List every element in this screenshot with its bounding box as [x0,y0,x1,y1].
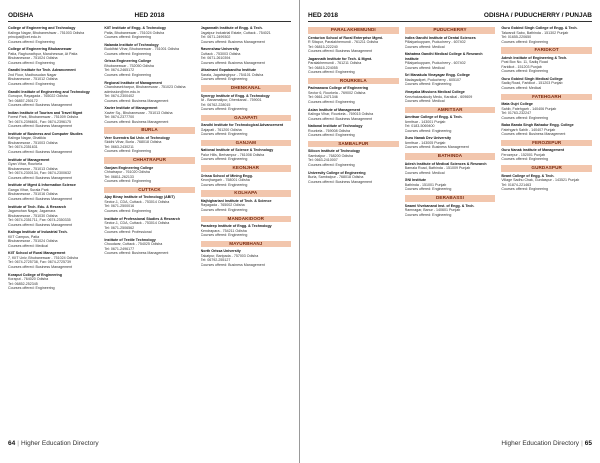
section-heading: GAJAPATI [201,115,291,122]
directory-entry [405,73,496,87]
entry-detail-line: Courses offered: Business Management [104,119,169,124]
entry-detail-line: Sahib, Fatehgarh - 140406 Punjab [501,106,557,111]
entry-detail-line: Courses offered: Business Management [8,264,73,269]
directory-entry [501,56,592,74]
directory-entry [308,124,399,138]
entry-detail-line: Tel: 0671-2500016 [104,204,135,209]
entry-detail-line: Tel: 0674-2465172 [104,68,135,73]
institution-name: Gandhi Institute for Tech. Advancement [8,68,76,73]
institution-name: Baba Banda Singh Bahadur Engg. College [501,123,574,128]
entry-detail-line: Courses offered: Business Management [308,179,373,184]
section-heading: DHENKANAL [201,85,291,92]
directory-entry [405,162,496,176]
directory-entry [201,94,291,112]
directory-entry [104,81,194,104]
listing-column [104,26,194,431]
entry-detail-line: Courses offered: Engineering [200,157,248,162]
institution-name: National Institute of Technology [308,124,363,129]
institution-name: Ganjam Engineering College [104,165,154,170]
directory-entry [308,171,399,185]
entry-detail-line: Tel: 0674-2377700 [104,115,135,120]
entry-detail-line: Courses offered: Medical [501,85,542,90]
entry-detail-line: Tel: 0671-2499302 [200,35,231,39]
directory-entry [8,205,98,228]
entry-detail-line: Sector-1, CDA, Cuttack - 753014 Odisha [104,199,170,204]
entry-detail-line: Buddhist Vihar, Bhubaneswar - 751001 Odisha [104,47,179,52]
page-number: 65 [584,440,592,447]
entry-detail-line: Courses offered: Engineering [104,51,152,56]
entry-detail-line: Courses offered: Engineering [104,179,152,184]
institution-name: Orissa Engineering College [104,59,152,64]
section-heading: PUDUCHERRY [405,27,496,34]
entry-detail-line: Fatehgarh Sahib - 140407 Punjab [501,127,556,132]
institution-name: Gandhi Institute for Technological Advancement [200,123,284,128]
directory-entry [405,136,496,150]
entry-detail-line: Chandrasekharpur, Bhubaneswar - 751023 Odisha [104,85,186,90]
entry-detail-line: Jagatpur Industrial Estate, Cuttack - 754021 [200,30,271,35]
page-header [8,12,291,22]
entry-detail-line: Amritsar - 143001 Punjab [404,119,446,124]
entry-detail-line: Courses offered: Business Management [8,124,73,129]
institution-name: Guru Gobind Singh Medical College [501,76,563,81]
institution-name: Centurion School of Rural Enterprise Mgmt. [308,35,383,40]
entry-detail-line: Tel: 06792-255127 [200,258,231,263]
section-heading: SAMBALPUR [308,141,399,148]
directory-entry [201,174,291,188]
institution-name: North Orissa University [200,249,241,254]
entry-detail-line: Courses offered: Business Management [8,196,73,201]
entry-detail-line: Bathinda - 151001 Punjab [404,182,447,187]
entry-detail-line: Courses offered: Engineering [8,60,55,65]
institution-name: Regional Institute of Management [104,80,162,85]
entry-detail-line: Cuttack - 753003 Odisha [200,51,241,56]
entry-detail-line: Courses offered: Business Management [8,149,73,154]
institution-name: University College of Engineering [308,170,366,175]
entry-detail-line: Tel: 0674-2396601, Fax: 0674-2396175 [8,119,71,124]
entry-detail-line: At - Banamalipur, Dhenkanal - 759001 [200,98,262,103]
institution-name: Koraput College of Engineering [8,272,62,277]
directory-entry [405,204,496,218]
institution-name: Asian Institute of Management [308,107,361,112]
entry-detail-line: Bhubaneswar - 751024 Odisha [8,239,58,244]
entry-detail-line: Pillaiyarkuppam, Puducherry - 607402 [404,61,466,66]
section-heading: BATHINDA [405,153,496,160]
institution-name: Mata Gujri College [501,102,533,107]
institution-name: Adesh Institute of Medical Sciences & Research [404,161,487,166]
entry-detail-line: Courses offered: Medical [8,243,48,248]
directory-entry [501,102,592,120]
entry-detail-line: Courses offered: Engineering [104,208,152,213]
entry-detail-line: Courses offered: Engineering [104,149,152,154]
directory-entry [201,224,291,238]
institution-name: College of Engineering and Technology [8,26,76,30]
entry-detail-line: Courses offered: Business Management [200,39,265,44]
entry-detail-line: Courses offered: Engineering [501,187,549,192]
header-edition: HED 2018 [308,12,338,19]
entry-detail-line: Gyan Vihar, Rourkela [8,162,43,167]
institution-name: Beant College of Engg. & Tech. [501,173,555,178]
entry-detail-line: Tel: 0674-2725738, Fax: 0674-2725739 [8,260,71,265]
entry-detail-line: Courses offered: Engineering [200,107,248,112]
entry-detail-line: Courses offered: Business Management [308,49,373,53]
entry-detail-line: Tel: 0661-2471346 [308,95,338,100]
section-heading: ROURKELA [308,78,399,85]
institution-name: Ajay Binay Institute of Technology (ABIT) [104,195,175,200]
entry-detail-line: admission@rim.edu.in [104,89,140,94]
footer-title: Higher Education Directory [20,440,99,447]
entry-detail-line: Amritsar - 143005 Punjab [404,140,446,145]
institution-name: Guru Gobind Singh College of Engg. & Tech. [501,26,578,30]
entry-detail-line: Kendrapara - 754211 Odisha [200,228,247,233]
section-heading: FEROZEPUR [501,140,592,147]
entry-detail-line: Bhubaneswar - 751016 Odisha [8,192,58,197]
entry-detail-line: Kalinga Nagar, Bhubaneshwar - 751003 Odisha [8,30,85,35]
entry-detail-line: Courses offered: Business Management [200,60,265,65]
institution-name: GNI Institute [404,178,427,183]
institution-name: Kalinga Institute of Industrial Tech. [8,230,68,235]
entry-detail-line: Tel: 06815-224055 [308,65,338,70]
entry-detail-line: R Sitapur, Paralakhemundi - 761211 Odisha [308,40,379,44]
directory-entry [104,26,194,40]
directory-entry [8,132,98,155]
directory-entry [8,251,98,269]
listing-column [501,26,592,431]
entry-detail-line: Courses offered: Engineering [8,81,55,86]
directory-entry [8,230,98,248]
institution-name: KIIT Institute of Engg. & Technology [104,26,166,30]
listing-columns [308,26,592,431]
entry-detail-line: Courses offered: Engineering [501,157,549,162]
directory-entry [201,26,291,44]
entry-detail-line: Takatpur, Baripada - 757003 Odisha [200,253,259,258]
institution-name: Padmanava College of Engineering [308,86,369,91]
institution-name: Institute of Tech. Edu. & Research [8,204,67,209]
directory-entry [104,238,194,256]
institution-name: Institute of Business and Computer Studies [8,131,83,136]
entry-detail-line: Tel: 06857-250172 [8,98,38,103]
header-edition: HED 2018 [134,12,165,19]
section-heading: MAYURBHANJ [201,241,291,248]
entry-detail-line: Courses offered: Engineering [200,182,248,187]
entry-detail-line: Courses offered: Engineering [308,70,355,75]
entry-detail-line: Courses offered: Engineering [200,207,248,212]
institution-name: Orissa School of Mining Engg. [200,173,253,178]
entry-detail-line: Village Sadhu Chak, Gurdaspur - 143521 Punjab [501,178,580,183]
entry-detail-line: Courses offered: Business Management [200,262,265,267]
entry-detail-line: Courses offered: Engineering [8,286,55,291]
entry-detail-line: Choudwar, Cuttack - 754025 Odisha [104,242,163,247]
entry-detail-line: Courses offered: Engineering [8,39,55,44]
entry-detail-line: Bhubaneswar - 752050 Odisha [104,63,154,68]
entry-detail-line: Courses offered: Business Management [8,103,73,108]
institution-name: Guru Nanak Dev University [404,136,452,141]
institution-name: Institute of Management [8,157,50,162]
section-heading: BURLA [104,127,194,134]
entry-detail-line: Keonjhargarh - 758001 Odisha [200,178,250,183]
entry-detail-line: Courses offered: Engineering [308,133,355,138]
institution-name: Gandhi Institute of Engineering and Technology [8,89,90,94]
institution-name: Indian Institute of Tourism and Travel Mgmt [8,110,83,115]
entry-detail-line: Tel: 0183-5069400 [404,124,435,129]
listing-column [201,26,291,431]
entry-detail-line: Courses offered: Business Management [308,116,373,121]
entry-detail-line: Siddhi Vihar, Burla - 768018 Odisha [104,140,162,145]
section-heading: MANDAKIDOOR [201,216,291,223]
listing-column [8,26,98,431]
section-heading: AMRITSAR [405,107,496,114]
entry-detail-line: Tel: 01655-220650 [501,35,532,39]
entry-detail-line: Tel: 06811-262133 [104,174,134,179]
section-heading: CHHATRAPUR [104,157,194,164]
entry-detail-line: Bhubaneswar - 751013 Odisha [8,166,58,171]
entry-detail-line: Koraput - 764020 Odisha [8,277,49,282]
entry-detail-line: Ramnagar, Banur - 140601 Punjab [404,208,461,212]
institution-name: Institute of Textile Technology [104,237,156,242]
entry-detail-line: Courses offered: Engineering [501,39,549,44]
entry-detail-line: Sadiq Road, Faridkot - 151203 Punjab [501,81,563,86]
directory-entry [8,26,98,44]
entry-detail-line: Courses offered: Engineering [104,72,152,77]
institution-name: Utkalmani Gopabandhu Institute [200,68,256,73]
entry-detail-line: Faridkot - 151203 Punjab [501,64,542,69]
directory-entry [501,174,592,192]
page-footer: 64 | Higher Education Directory [8,440,99,447]
entry-detail-line: Courses offered: Medical [404,44,445,49]
directory-entry [308,108,399,122]
entry-detail-line: Courses offered: Engineering [501,69,549,74]
directory-entry [104,217,194,235]
directory-entry [201,47,291,65]
listing-columns [8,26,291,431]
entry-detail-line: Tel: 06815-222240 [308,44,338,49]
institution-name: Nalanda Institute of Technology [104,42,159,47]
directory-entry [104,43,194,57]
listing-column [405,26,496,431]
institution-name: Synergy Institute of Engg. & Technology [200,93,270,98]
section-heading: CUTTACK [104,187,194,194]
directory-entry [405,178,496,192]
directory-entry [8,111,98,129]
entry-detail-line: Courses offered: Engineering [200,132,248,137]
entry-detail-line: Bhubaneswar - 751003 Odisha [8,140,58,145]
directory-entry [501,26,592,44]
entry-detail-line: Kalinga Vihar, Rourkela - 769015 Odisha [308,112,374,117]
page-number: 64 [8,440,16,447]
institution-name: National Institute of Science & Technology [200,148,274,153]
directory-entry [201,123,291,137]
entry-detail-line: Sambalpur - 768200 Odisha [308,153,353,158]
entry-detail-line: Courses offered: Engineering [404,187,452,192]
institution-name: Amritsar College of Engg. & Tech. [404,115,463,120]
entry-detail-line: Tel: 06852-252345 [8,281,38,286]
entry-detail-line: KIIT Campus, Patia [8,234,40,239]
entry-detail-line: Courses offered: Engineering [308,162,355,167]
header-state: ODISHA / PUDUCHERRY / PUNJAB [483,12,592,19]
directory-entry [104,106,194,124]
directory-entry [405,90,496,104]
entry-detail-line: Tel: 0674-2300134, Fax: 0674-2300632 [8,171,71,176]
institution-name: Adesh Institute of Engineering & Tech. [501,55,568,60]
entry-detail-line: Palur Hills, Berhampur - 761008 Odisha [200,152,265,157]
footer-title: Higher Education Directory [501,440,580,447]
entry-detail-line: Post Box No. 11, Sadiq Road [501,60,548,65]
directory-entry [201,68,291,82]
institution-name: Jagannath Institute for Tech. & Mgmt. [308,56,373,61]
entry-detail-line: Barnala Road, Bathinda - 151009 Punjab [404,166,471,171]
page-footer: Higher Education Directory | 65 [501,440,592,447]
institution-name: Paradeep Institute of Engg. & Technology [200,224,272,228]
entry-detail-line: Keezhakasakudy Medu, Karaikal - 609609 [404,94,473,99]
directory-entry [308,57,399,75]
entry-detail-line: Courses offered: Business Management [8,175,73,180]
entry-detail-line: Courses offered: Medical [404,170,445,175]
entry-detail-line: Courses offered: Professional [104,230,152,234]
entry-detail-line: Tel: 0674-2300402 [104,94,135,99]
entry-detail-line: Pillaiyarkuppam, Puducherry - 607402 [404,40,466,44]
institution-name: Vinayaka Missions Medical College [404,90,465,95]
entry-detail-line: Gunupur, Rayagada - 765022 Odisha [8,94,68,99]
directory-entry [405,115,496,133]
entry-detail-line: Tel: 0674-2351711, Fax: 0674-2350335 [8,218,71,222]
institution-name: Jagannath Institute of Engg. & Tech. [200,26,263,30]
entry-detail-line: Bhubaneswar - 751030 Odisha [8,213,58,218]
entry-detail-line: Tel: 0671-2496177 [104,246,135,251]
institution-name: Indira Gandhi Institute of Dental Sciences [404,35,476,40]
entry-detail-line: Tel: 0663-2430211 [104,144,134,149]
entry-detail-line: Chhatrapur - 761020 Odisha [104,170,150,175]
directory-entry [501,148,592,162]
entry-detail-line: Courses offered: Engineering [404,212,452,217]
entry-detail-line: Courses offered: Business Management [104,251,169,256]
entry-detail-line: Burla, Sambalpur - 768018 Odisha [308,175,364,180]
entry-detail-line: Courses offered: Business Management [501,132,566,137]
entry-detail-line: Tel: 01874-221463 [501,182,532,187]
directory-entry [8,158,98,181]
page-header [308,12,592,22]
entry-detail-line: Courses offered: Engineering [501,115,549,120]
entry-detail-line: 2nd Floor, Madhusudan Nagar [8,72,57,77]
entry-detail-line: Courses offered: Engineering [404,128,452,133]
institution-name: Xavier Institute of Management [104,106,158,111]
entry-detail-line: Courses offered: Business Management [104,98,169,103]
institution-name: Veer Surendra Sai Univ. of Technology [104,135,170,140]
entry-detail-line: Tel: 01763-232247 [501,111,532,116]
directory-entry [8,47,98,65]
entry-detail-line: Courses offered: Engineering [200,77,248,82]
directory-entry [308,36,399,54]
directory-entry [501,77,592,91]
entry-detail-line: Paralakhemundi - 761211 Odisha [308,61,362,66]
entry-detail-line: Bhubaneswar - 751024 Odisha [8,56,58,61]
institution-name: Silicon Institute of Technology [308,149,361,154]
entry-detail-line: Patia, Bhubaneswar - 751024 Odisha [104,30,165,35]
institution-name: Majhighariani Institute of Tech. & Science [200,198,272,203]
directory-entry [104,195,194,213]
directory-entry [201,199,291,213]
header-state: ODISHA [8,12,34,19]
entry-detail-line: Tel: 0671-2610394 [200,56,231,61]
entry-detail-line: Jagamohan Nagar, Jagamara [8,209,56,213]
entry-detail-line: Courses offered: Engineering [200,233,248,237]
right-page [300,0,600,463]
section-heading: DERABASSI [405,195,496,202]
institution-name: Swami Vivekanand Inst. of Engg. & Tech. [404,203,475,208]
entry-detail-line: Kalinga Nagar, Ghatikia [8,136,46,141]
section-heading: KOLHAPA [201,190,291,197]
entry-detail-line: Rayagada - 765002 Odisha [200,203,245,208]
entry-detail-line: Tel: 0663-2410007 [308,158,338,163]
directory-entry [201,148,291,162]
section-heading: KEONJHAR [201,165,291,172]
directory-entry [201,249,291,267]
entry-detail-line: Sector-1, CDA, Cuttack - 753014 Odisha [104,221,170,225]
entry-detail-line: Sarala, Jagatsinghpur - 754101 Odisha [200,72,264,77]
directory-entry [405,36,496,50]
directory-entry [8,183,98,201]
section-heading: PARALAKHEMUNDI [308,27,399,34]
directory-entry [104,136,194,154]
entry-detail-line: Talwandi Sabo, Bathinda - 151302 Punjab [501,30,569,35]
entry-detail-line: Tel: 0674-2351631 [8,145,38,150]
directory-entry [104,59,194,77]
directory-entry [104,166,194,184]
entry-detail-line: Xavier Sq., Bhubaneswar - 751013 Odisha [104,110,173,115]
institution-name: Mahatma Gandhi Medical College & Research Institute [404,52,483,61]
institution-name: Ravenshaw University [200,47,239,52]
entry-detail-line: Ganga Vihar, Surala Park [8,187,49,192]
listing-column [308,26,399,431]
entry-detail-line: Bhubaneswar - 751012 Odisha [8,77,58,82]
entry-detail-line: Gajapati - 761200 Odisha [200,127,242,132]
entry-detail-line: Courses offered: Engineering [308,99,355,104]
entry-detail-line: Courses offered: Business Management [404,145,469,150]
entry-detail-line: Tel: 06762-228015 [200,102,231,107]
entry-detail-line: Courses offered: Medical [404,65,445,70]
entry-detail-line: principal@cet.edu.in [8,35,41,39]
entry-detail-line: Patia, Raghunathpur, Mancheswar, At Patia [8,51,78,56]
directory-entry [308,86,399,104]
institution-name: KIIT School of Rural Management [8,251,66,256]
entry-detail-line: Courses offered: Business Management [8,222,73,227]
directory-entry [501,123,592,137]
directory-entry [405,52,496,70]
directory-entry [308,149,399,167]
entry-detail-line: Sector 6, Rourkela - 769002 Odisha [308,90,366,95]
directory-entry [8,90,98,108]
entry-detail-line: Rourkela - 769008 Odisha [308,128,350,133]
institution-name: Guru Nanak Institute of Management [501,148,565,153]
entry-detail-line: Courses offered: Engineering [104,35,152,39]
entry-detail-line: Forest Park, Bhubaneswar - 751009 Odisha [8,115,79,120]
entry-detail-line: Courses offered: Medical [404,99,445,104]
entry-detail-line: Madagadipet, Puducherry - 605107 [404,77,462,82]
section-heading: FARIDKOT [501,47,592,54]
institution-name: Institute of Professional Studies & Research [104,216,181,221]
directory-entry [8,68,98,86]
section-heading: FATEHGARH [501,94,592,101]
institution-name: College of Engineering Bhubaneswar [8,47,72,52]
entry-detail-line: 7, KIIT Univ, Bhubaneswar - 751024 Odisha [8,255,78,260]
entry-detail-line: Courses offered: Engineering [404,82,452,87]
directory-entry [8,273,98,291]
institution-name: Sri Manakula Vinayagar Engg. College [404,73,470,78]
institution-name: Institute of Mgmt & Information Science [8,183,76,188]
entry-detail-line: Tel: 0671-2506562 [104,225,135,230]
section-heading: GURDASPUR [501,165,592,172]
entry-detail-line: Ferozepur - 152001 Punjab [501,152,546,157]
section-heading: GANJAM [201,140,291,147]
